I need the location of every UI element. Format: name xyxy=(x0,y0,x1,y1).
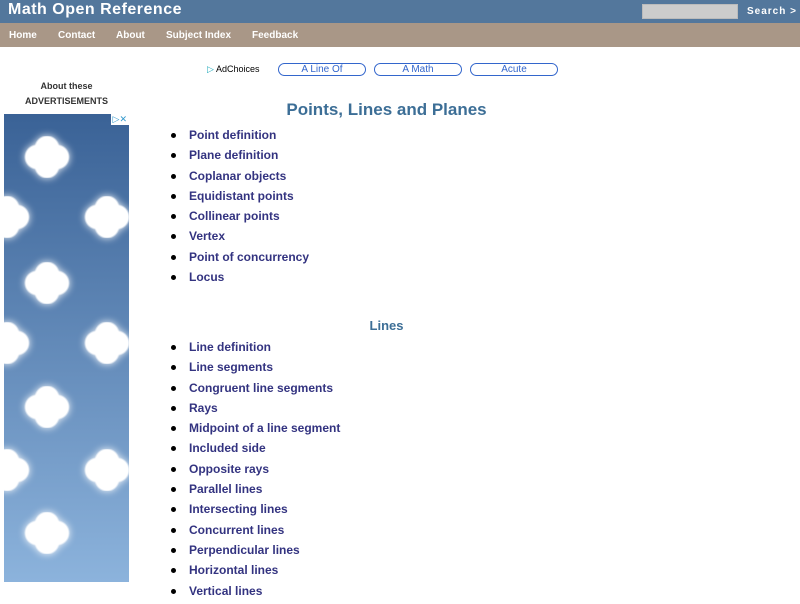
list-item[interactable]: Intersecting lines xyxy=(171,502,340,522)
cloud-image xyxy=(82,196,129,238)
section-title-lines: Lines xyxy=(369,318,404,333)
nav-feedback[interactable]: Feedback xyxy=(252,30,299,41)
list-item[interactable]: Line definition xyxy=(171,340,340,360)
adchoices-icon: ▷ xyxy=(207,64,214,74)
list-item[interactable]: Collinear points xyxy=(171,209,309,229)
adchoices-label: AdChoices xyxy=(215,64,260,74)
cloud-image xyxy=(22,136,72,178)
list-item[interactable]: Equidistant points xyxy=(171,189,309,209)
list-item[interactable]: Coplanar objects xyxy=(171,169,309,189)
nav-subject-index[interactable]: Subject Index xyxy=(166,30,232,41)
cloud-image xyxy=(22,262,72,304)
ad-pill-a-line-of[interactable]: A Line Of xyxy=(278,63,366,76)
nav-about[interactable]: About xyxy=(116,30,145,41)
ad-close-icon[interactable]: ▷✕ xyxy=(112,114,127,124)
list-item[interactable]: Congruent line segments xyxy=(171,381,340,401)
search-button[interactable]: Search > xyxy=(747,6,797,17)
search-input[interactable] xyxy=(642,4,738,19)
ad-pill-acute[interactable]: Acute xyxy=(470,63,558,76)
nav-bar xyxy=(0,23,800,47)
list-item[interactable]: Concurrent lines xyxy=(171,523,340,543)
about-ads-label-2[interactable]: ADVERTISEMENTS xyxy=(24,96,108,106)
list-item[interactable]: Parallel lines xyxy=(171,482,340,502)
list-item[interactable]: Rays xyxy=(171,401,340,421)
list-item[interactable]: Point definition xyxy=(171,128,309,148)
list-item[interactable]: Included side xyxy=(171,441,340,461)
nav-home[interactable]: Home xyxy=(9,30,37,41)
cloud-image xyxy=(82,322,129,364)
site-logo[interactable]: Math Open Reference xyxy=(8,1,182,18)
list-item[interactable]: Vertex xyxy=(171,229,309,249)
cloud-image xyxy=(82,449,129,491)
nav-contact[interactable]: Contact xyxy=(58,30,96,41)
cloud-image xyxy=(4,196,32,238)
header-bar xyxy=(0,0,800,23)
cloud-image xyxy=(4,449,32,491)
adchoices-link[interactable] xyxy=(207,64,259,75)
ad-pill-a-math[interactable]: A Math xyxy=(374,63,462,76)
list-item[interactable]: Opposite rays xyxy=(171,462,340,482)
ad-banner[interactable] xyxy=(4,114,129,582)
list-item[interactable]: Midpoint of a line segment xyxy=(171,421,340,441)
list-item[interactable]: Point of concurrency xyxy=(171,250,309,270)
list-item[interactable]: Line segments xyxy=(171,360,340,380)
cloud-image xyxy=(22,386,72,428)
list-item[interactable]: Horizontal lines xyxy=(171,563,340,583)
lines-list xyxy=(171,340,340,604)
list-item[interactable]: Vertical lines xyxy=(171,584,340,604)
about-ads-label[interactable]: About these xyxy=(40,81,93,91)
page-title: Points, Lines and Planes xyxy=(286,100,487,119)
cloud-image xyxy=(22,512,72,554)
list-item[interactable]: Plane definition xyxy=(171,148,309,168)
points-list xyxy=(171,128,309,290)
cloud-image xyxy=(4,322,32,364)
list-item[interactable]: Perpendicular lines xyxy=(171,543,340,563)
list-item[interactable]: Locus xyxy=(171,270,309,290)
